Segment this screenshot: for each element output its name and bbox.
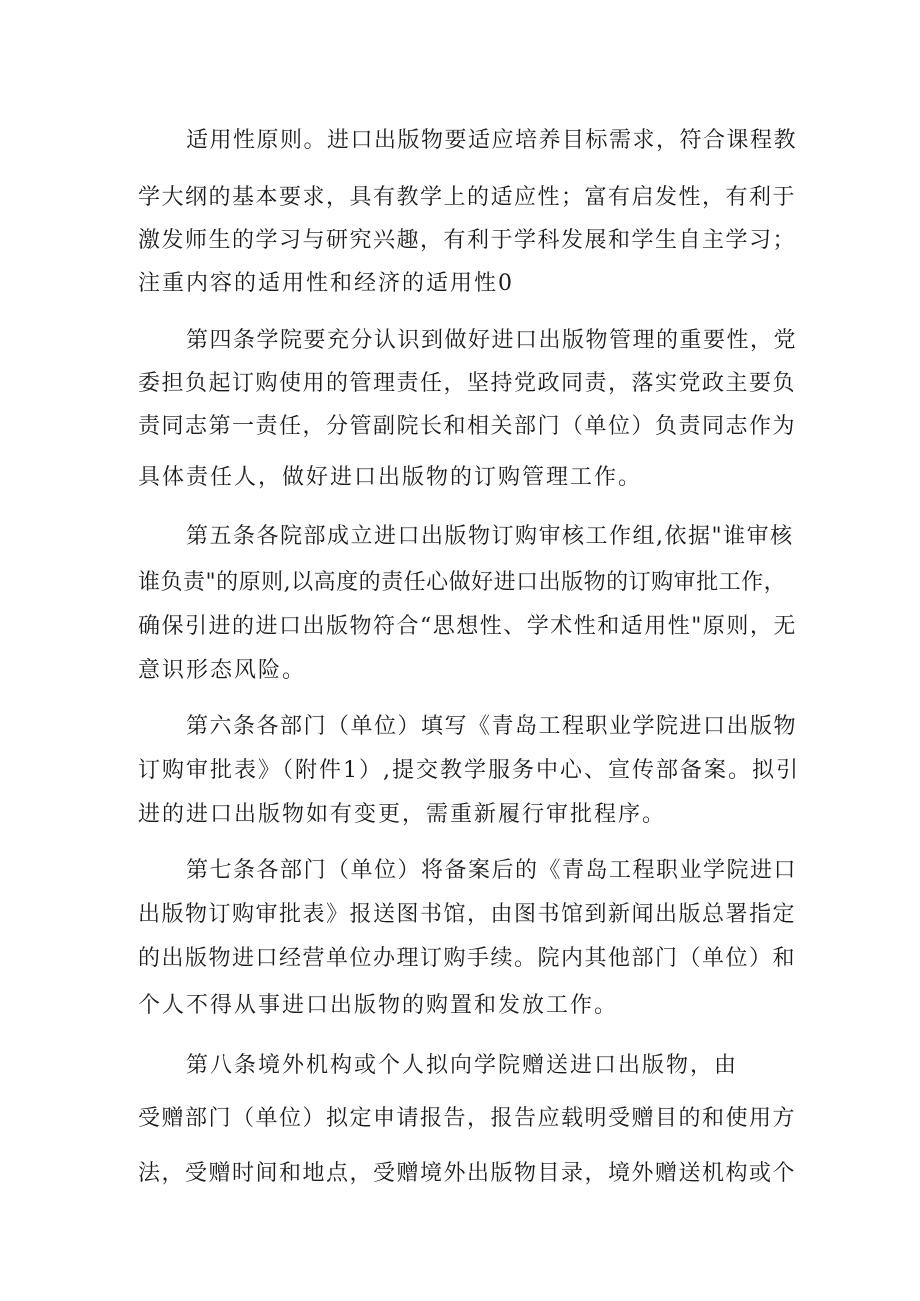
text-line: 适用性原则。进口出版物要适应培养目标需求，符合课程教 <box>186 128 798 153</box>
text-line: 法，受赠时间和地点，受赠境外出版物目录，境外赠送机构或个 <box>138 1161 797 1186</box>
text-line: 具体责任人，做好进口出版物的订购管理工作。 <box>138 465 643 490</box>
text-line: 第五条各院部成立进口出版物订购审核工作组,依据"谁审核 <box>186 524 794 549</box>
text-line: 委担负起订购使用的管理责任，坚持党政同责，落实党政主要负 <box>138 371 797 396</box>
text-line: 确保引进的进口出版物符合“思想性、学术性和适用性"原则，无 <box>138 614 797 639</box>
text-line: 谁负责"的原则,以高度的责任心做好进口出版物的订购审批工作， <box>138 570 787 595</box>
text-line: 第七条各部门（单位）将备案后的《青岛工程职业学院进口 <box>186 858 798 883</box>
text-line: 个人不得从事进口出版物的购置和发放工作。 <box>138 993 619 1018</box>
text-line: 进的进口出版物如有变更，需重新履行审批程序。 <box>138 802 667 827</box>
text-line: 的出版物进口经营单位办理订购手续。院内其他部门（单位）和 <box>138 946 797 971</box>
text-line: 学大纲的基本要求，具有教学上的适应性；富有启发性，有利于 <box>138 185 797 210</box>
text-line: 激发师生的学习与研究兴趣，有利于学科发展和学生自主学习； <box>138 228 797 253</box>
text-line: 订购审批表》（附件1）,提交教学服务中心、宣传部备案。拟引 <box>138 758 800 783</box>
text-line: 出版物订购审批表》报送图书馆，由图书馆到新闻出版总署指定 <box>138 902 797 927</box>
text-line: 注重内容的适用性和经济的适用性0 <box>138 271 514 296</box>
text-line: 责同志第一责任，分管副院长和相关部门（单位）负责同志作为 <box>138 414 797 439</box>
text-line: 第四条学院要充分认识到做好进口出版物管理的重要性，党 <box>186 328 798 353</box>
text-line: 第八条境外机构或个人拟向学院赠送进口出版物，由 <box>186 1053 739 1078</box>
text-line: 受赠部门（单位）拟定申请报告，报告应载明受赠目的和使用方 <box>138 1106 797 1131</box>
text-line: 第六条各部门（单位）填写《青岛工程职业学院进口出版物 <box>186 714 798 739</box>
text-line: 意识形态风险。 <box>138 658 307 683</box>
